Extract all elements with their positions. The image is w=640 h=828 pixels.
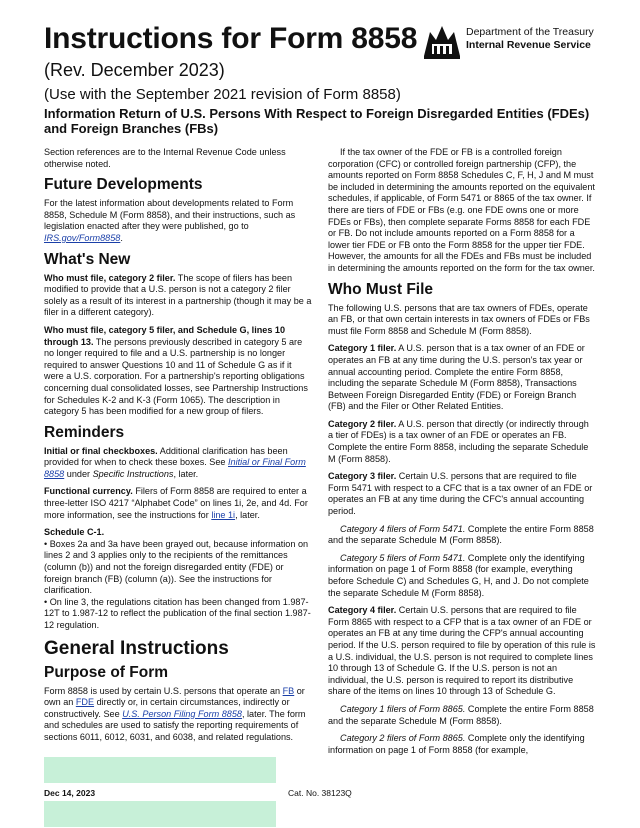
tax-owner-paragraph: If the tax owner of the FDE or FB is a controlled foreign corporation (CFC) or controlled foreign partnership (CFP), the amounts reported on Form 8858 Schedules C, F, H, J and M must be included in determining the amounts reported on the equivalent schedules, if applicable, of Form 5471 or 8865 of the tax owner. If there are tiers of FDE or FBs (e.g. one FDE owns one or more FDEs or FBs), then complete separate Forms 8858 for each FDE or FB. Do not include amounts reported on a Form 8858 for a lower tier FDE or FB onto the Form 8858 for the upper tier FDE. However, the amounts for all the FDEs and FBs must be included in determining the amounts reported on the form for the tax owner.: [328, 147, 595, 273]
category-3-filer: Category 3 filer. Certain U.S. persons that are required to file Form 5471 with respect to a CFC that is a tax owner of an FDE or operates an FB at any time during the CFC's annual accounting period.: [328, 471, 593, 517]
left-column: [44, 147, 312, 750]
fb-link[interactable]: FB: [282, 685, 295, 696]
form-subtitle: Information Return of U.S. Persons With Respect to Foreign Disregarded Entities (FDEs) and Foreign Branches (FBs): [44, 106, 590, 136]
revision-date: (Rev. December 2023): [44, 60, 225, 80]
intro-text: Section references are to the Internal Revenue Code unless otherwise noted.: [44, 147, 286, 169]
line-1i-link[interactable]: line 1i: [211, 509, 236, 520]
future-developments-text: For the latest information about developments related to Form 8858, Schedule M (Form 8858), and their instructions, such as legislation enacted after they were published, go to IRS.gov/Form8858.: [44, 198, 296, 243]
category-2-filer: Category 2 filer. A U.S. person that directly (or indirectly through a tier of FDEs) is a tax owner of an FDE or operates an FB. Complete the entire Form 8858, including the separate Schedule M (Form 8858).: [328, 418, 589, 464]
irs-form8858-link[interactable]: IRS.gov/Form8858: [44, 232, 121, 243]
future-developments-heading: Future Developments: [44, 176, 203, 194]
who-must-file-heading: Who Must File: [328, 280, 434, 298]
schedule-c1-bullet-2: • On line 3, the regulations citation has been changed from 1.987-12T to 1.987-12 to reflect the publication of the final section 1.987-12 regulation.: [44, 596, 311, 630]
purpose-text: Form 8858 is used by certain U.S. persons that operate an FB or own an FDE directly or, in certain circumstances, indirectly or constructively. See U.S. Person Filing Form 8858, later. The form and schedules are used to satisfy the reporting requirements of sections 6011, 6012, 6031, and 6038, and related regulations.: [44, 685, 306, 742]
category-4-sub-a: Category 1 filers of Form 8865. Complete the entire Form 8858 and the separate Schedule M (Form 8858).: [328, 703, 594, 726]
reminders-heading: Reminders: [44, 423, 125, 441]
category-1-filer: Category 1 filer. A U.S. person that is a tax owner of an FDE or operates an FB at any time during the U.S. person's tax year or annual accounting period. Complete the entire Form 8858, including the separate Schedule M (Form 8858), Transactions Between Foreign Disregarded Entity (FDE) or Foreign Branch (FB) and the Filer or Other Related Entities.: [328, 343, 585, 412]
cat5-change: Who must file, category 5 filer, and Schedule G, lines 10 through 13. The persons previously described in category 5 are no longer required to file and a U.S. partnership is no longer required to answer Questions 10 and 11 of Schedule G as if it were a U.S. corporation. For a partnership's reporting obligations concerning dual consolidated losses, see Partnership Instructions for Schedules K-2 and K-3 (Form 1065). The description in category 5 has been modified for a new group of filers.: [44, 324, 308, 417]
agency-name: [466, 26, 594, 52]
initial-final-link[interactable]: Initial or Final Form 8858: [44, 457, 306, 479]
who-must-file-text: The following U.S. persons that are tax owners of FDEs, operate an FB, or that own certain interests in tax owners of FDEs or FBs must file Form 8858 and Schedule M (Form 8858).: [328, 302, 590, 336]
general-instructions-heading: General Instructions: [44, 637, 229, 659]
use-note: (Use with the September 2021 revision of Form 8858): [44, 86, 401, 103]
category-4-filer: Category 4 filer. Certain U.S. persons that are required to file Form 8865 with respect to a CFP that is a tax owner of an FDE or operates an FB at any time during the CFP's annual accounting period. If the U.S. person required to file by operation of this rule is a U.S. individual, the U.S. person is not required to complete lines 10 through 13 of Schedule G. If the U.S. person is not an individual, the U.S. person is required to report its distributive share of the items on lines 10 through 13 of Schedule G.: [328, 605, 596, 697]
category-3-sub-a: Category 4 filers of Form 5471. Complete the entire Form 8858 and the separate Schedule M (Form 8858).: [328, 523, 594, 546]
irs-eagle-logo: [420, 22, 464, 62]
purpose-heading: Purpose of Form: [44, 663, 169, 681]
document-title: Instructions for Form 8858: [44, 22, 418, 55]
checkbox-reminder: Initial or final checkboxes. Additional clarification has been provided for when to check these boxes. See Initial or Final Form 8858 under Specific Instructions, later.: [44, 445, 306, 479]
right-column: [328, 147, 596, 762]
category-3-sub-b: Category 5 filers of Form 5471. Complete only the identifying information on page 1 of Form 8858 (for example, everything before Schedule C) and Schedules G, H, and J. Do not complete the separate Schedule M (Form 8858).: [328, 552, 589, 598]
agency-department: Department of the Treasury: [466, 26, 594, 38]
category-4-sub-b: Category 2 filers of Form 8865. Complete only the identifying information on page 1 of Form 8858 (for example,: [328, 733, 585, 755]
schedule-c1-reminder: Schedule C-1.: [44, 527, 105, 538]
footer-highlight-box-2: [44, 801, 276, 827]
catalog-number: Cat. No. 38123Q: [288, 788, 352, 798]
whats-new-heading: What's New: [44, 250, 131, 268]
schedule-c1-bullet-1: • Boxes 2a and 3a have been grayed out, because information on lines 2 and 3 applies only to the recipients of the remittances (column (b)) and not the foreign disregarded entity (FDE) or foreign branch (FB) (column (a)). See the instructions for clarification.: [44, 538, 309, 596]
footer-date: Dec 14, 2023: [44, 788, 96, 798]
currency-reminder: Functional currency. Filers of Form 8858 are required to enter a three-letter ISO 4217 “Alphabet Code” on lines 1i, 2e, and 4d. For more information, see the instructions for line 1i, later.: [44, 486, 308, 520]
cat2-change: Who must file, category 2 filer. The scope of filers has been modified to provide that a U.S. person is not a category 2 filer solely as a result of its interest in a partnership (though it may be a filer in a different category).: [44, 272, 312, 318]
us-person-filing-link[interactable]: U.S. Person Filing Form 8858: [122, 708, 242, 719]
footer-highlight-box: [44, 757, 276, 783]
agency-irs: Internal Revenue Service: [466, 39, 591, 51]
fde-link[interactable]: FDE: [75, 697, 95, 708]
